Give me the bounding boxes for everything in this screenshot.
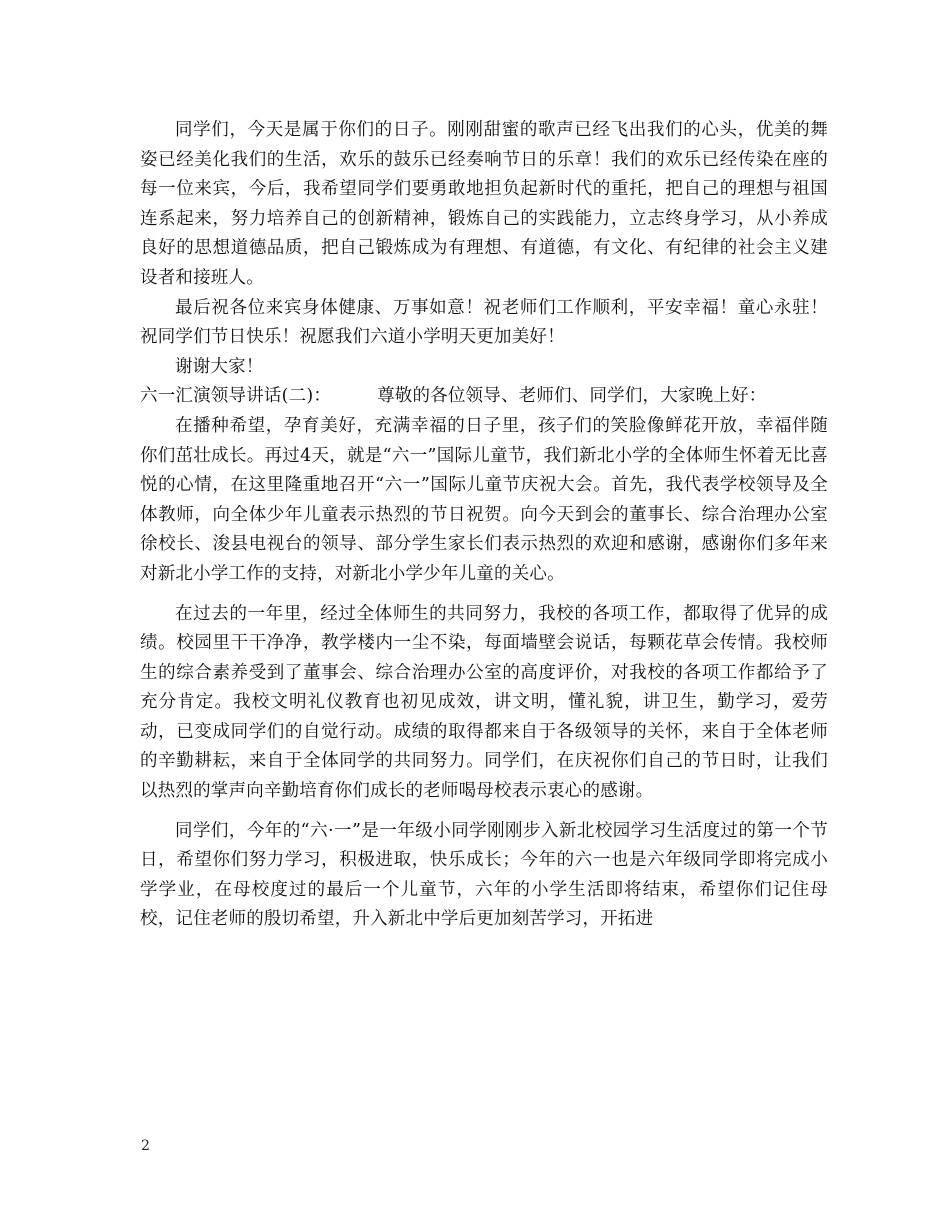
paragraph-encouragement: 同学们，今年的“六·一”是一年级小同学刚刚步入新北校园学习生活度过的第一个节日，希望你们努力学习，积极进取，快乐成长；今年的六一也是六年级同学即将完成小学学业，在母校度过的最后一个儿童节，六年的小学生活即将结束，希望你们记住母校，记住老师的殷切希望，升入新北中学后更加刻苦学习，开拓进 <box>140 820 828 930</box>
speech-greeting: 尊敬的各位领导、老师们、同学们，大家晚上好： <box>377 386 767 407</box>
document-body <box>140 116 828 935</box>
speech-title: 六一汇演领导讲话(二)： <box>140 386 332 407</box>
paragraph-opening: 在播种希望，孕育美好，充满幸福的日子里，孩子们的笑脸像鲜花开放，幸福伴随你们茁壮成长。再过4天，就是“六一”国际儿童节，我们新北小学的全体师生怀着无比喜悦的心情，在这里隆重地召开“六一”国际儿童节庆祝大会。首先，我代表学校领导及全体教师，向全体少年儿童表示热烈的节日祝贺。向今天到会的董事长、综合治理办公室徐校长、浚县电视台的领导、部分学生家长们表示热烈的欢迎和感谢，感谢你们多年来对新北小学工作的支持，对新北小学少年儿童的关心。 <box>140 415 828 584</box>
paragraph-achievements: 在过去的一年里，经过全体师生的共同努力，我校的各项工作，都取得了优异的成绩。校园里干干净净，教学楼内一尘不染，每面墙壁会说话，每颗花草会传情。我校师生的综合素养受到了董事会、综合治理办公室的高度评价，对我校的各项工作都给予了充分肯定。我校文明礼仪教育也初见成效，讲文明，懂礼貌，讲卫生，勤学习，爱劳动，已变成同学们的自觉行动。成绩的取得都来自于各级领导的关怀，来自于全体老师的辛勤耕耘，来自于全体同学的共同努力。同学们，在庆祝你们自己的节日时，让我们以热烈的掌声向辛勤培育你们成长的老师喝母校表示衷心的感谢。 <box>140 603 828 802</box>
page-number: 2 <box>141 1138 150 1154</box>
paragraph-closing-wishes: 同学们，今天是属于你们的日子。刚刚甜蜜的歌声已经飞出我们的心头，优美的舞姿已经美化我们的生活，欢乐的鼓乐已经奏响节日的乐章！我们的欢乐已经传染在座的每一位来宾，今后，我希望同学们要勇敢地担负起新时代的重托，把自己的理想与祖国连系起来，努力培养自己的创新精神，锻炼自己的实践能力，立志终身学习，从小养成良好的思想道德品质，把自己锻炼成为有理想、有道德，有文化、有纪律的社会主义建设者和接班人。 <box>140 120 828 288</box>
paragraph-final-blessings: 最后祝各位来宾身体健康、万事如意！祝老师们工作顺利，平安幸福！童心永驻！祝同学们节日快乐！祝愿我们六道小学明天更加美好！ <box>140 297 828 348</box>
paragraph-thanks: 谢谢大家！ <box>175 356 264 377</box>
speech-heading <box>140 382 828 412</box>
